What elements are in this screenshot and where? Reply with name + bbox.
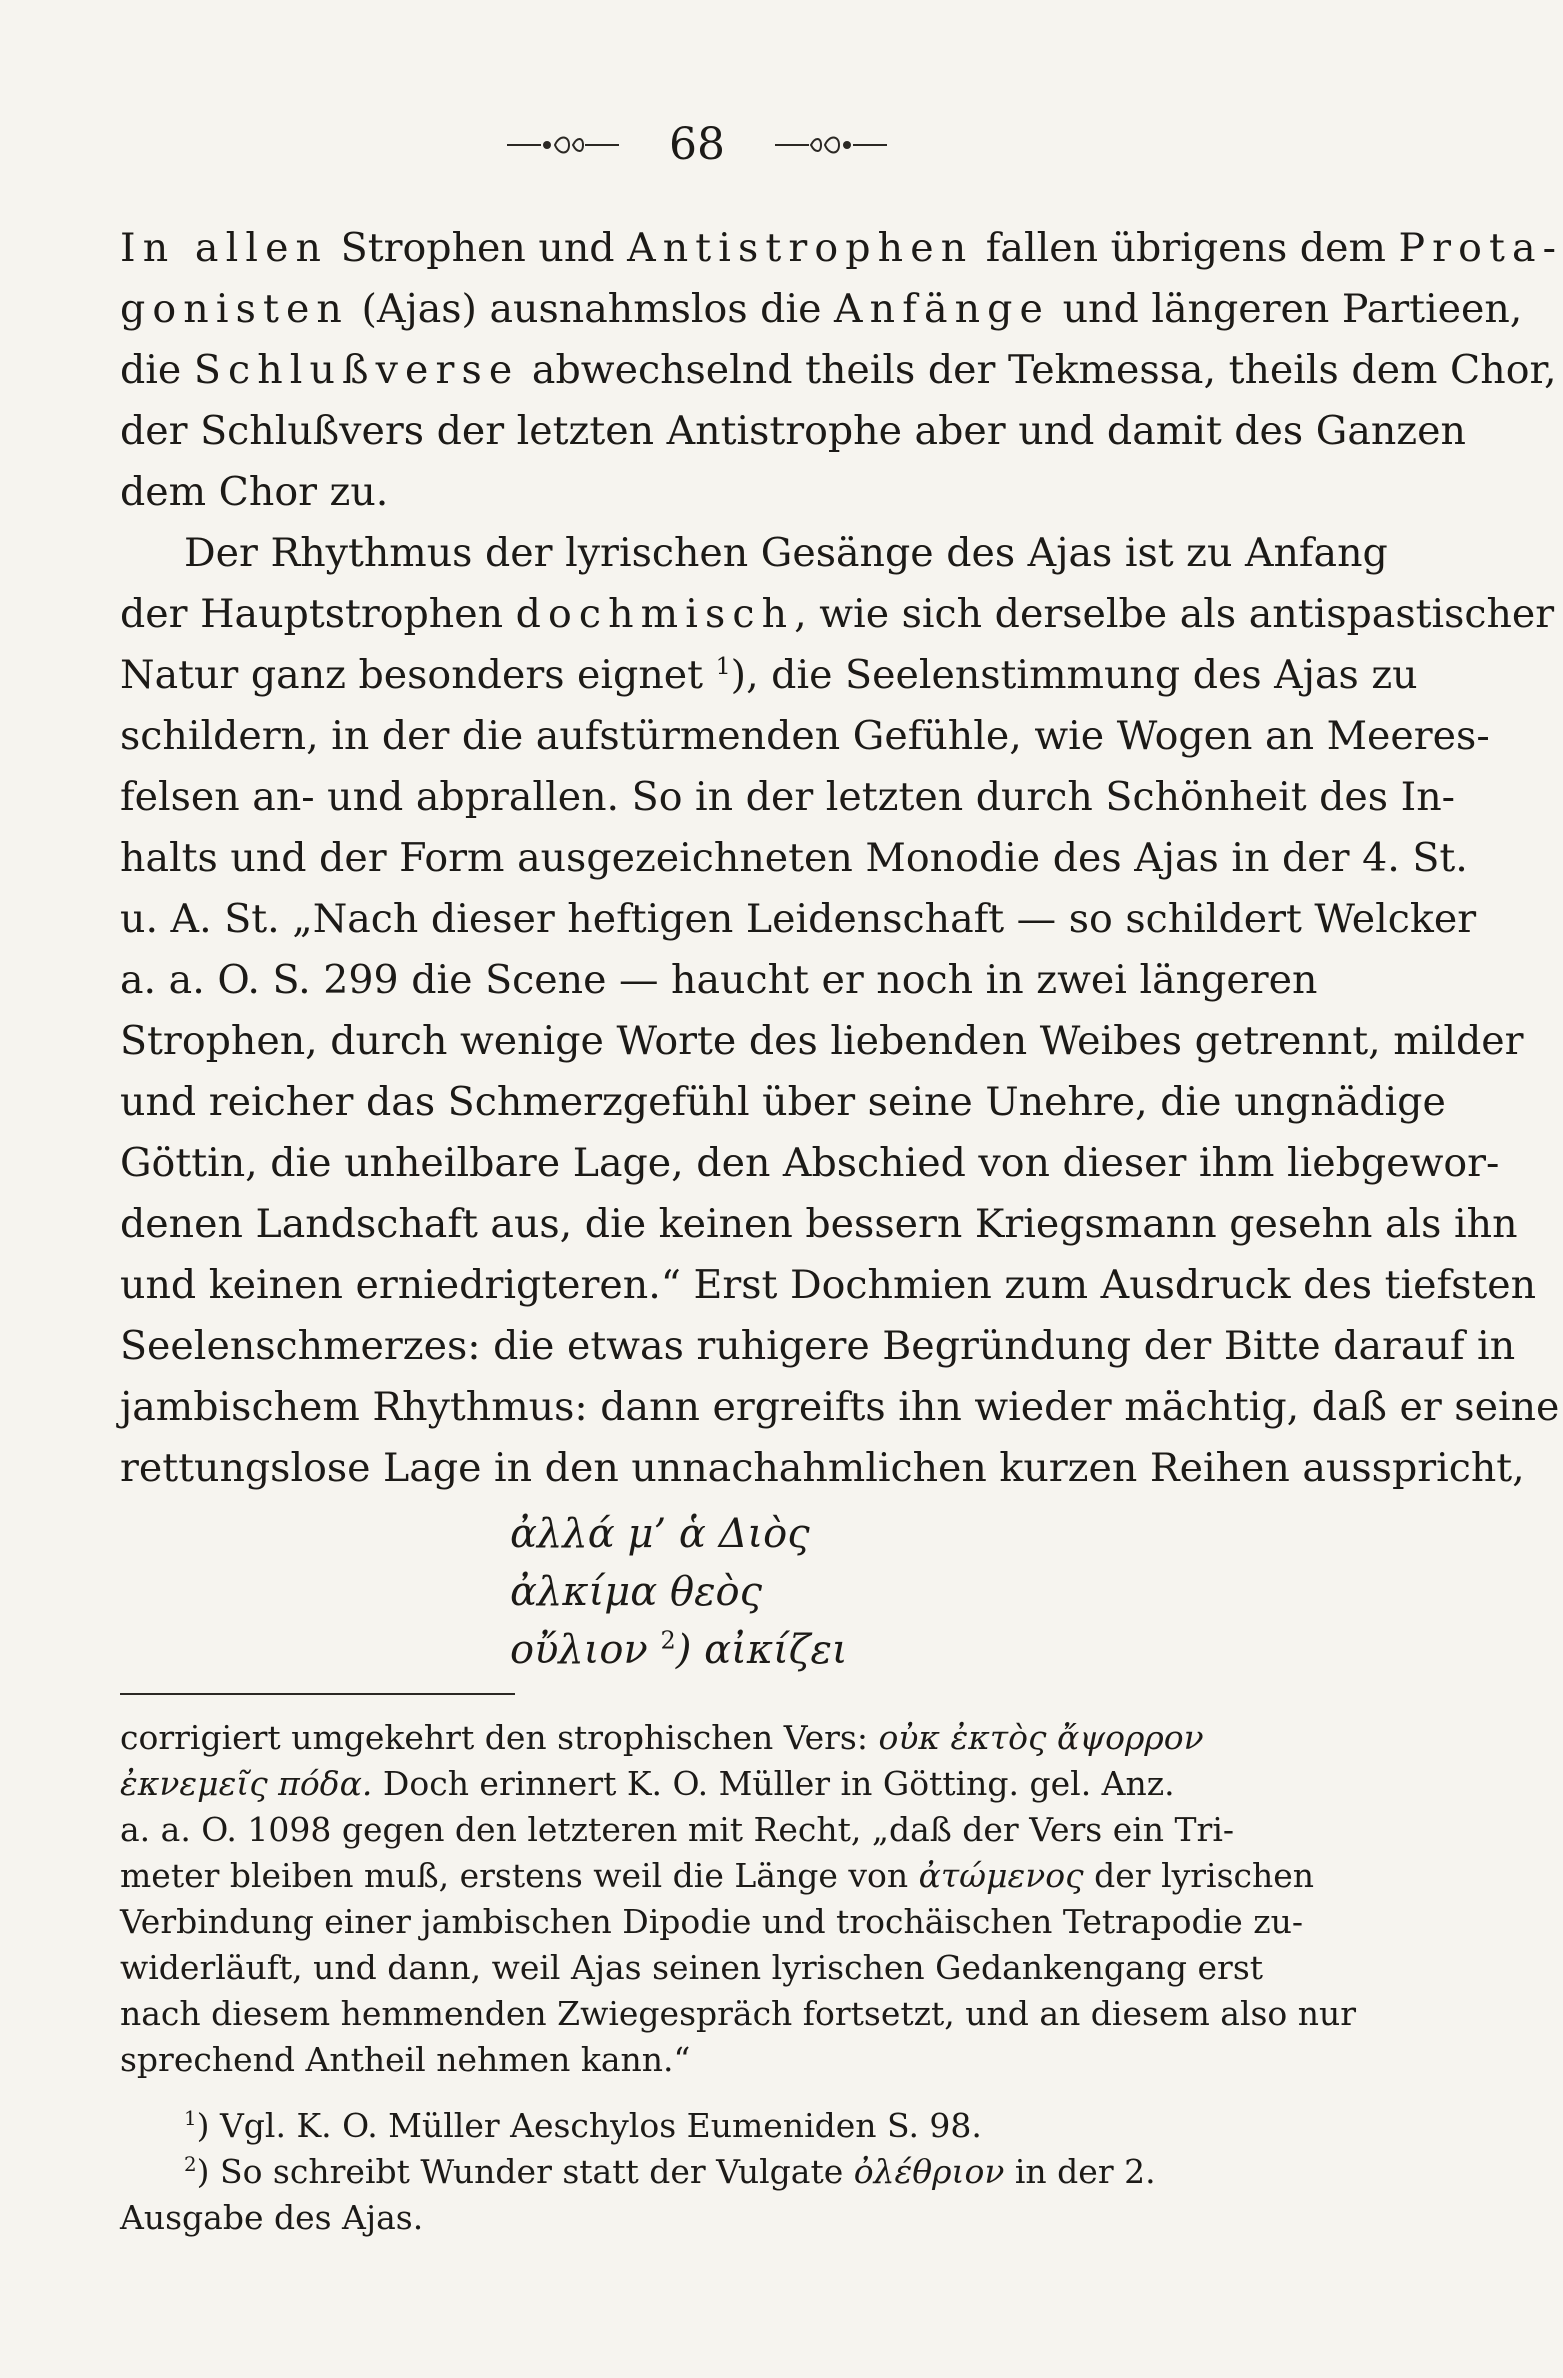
footnote-line xyxy=(120,1899,1320,1945)
footnote-line xyxy=(120,1715,1320,1761)
footnote-2 xyxy=(120,2149,1320,2195)
text-line xyxy=(120,1438,1525,1499)
greek-verse-line xyxy=(120,1621,1320,1679)
text-line-paragraph-start xyxy=(120,523,1388,584)
text-run: nach diesem hemmenden Zwiegespräch fortsetzt, und an diesem also nur xyxy=(120,1994,1357,2033)
text-run: Ausgabe des Ajas. xyxy=(120,2198,424,2237)
text-line xyxy=(120,706,1490,767)
greek-verse-line xyxy=(120,1563,1320,1621)
footnotes xyxy=(120,1715,1357,2241)
text-line xyxy=(120,889,1477,950)
text-run: abwechselnd theils der Tekmessa, theils dem Chor, xyxy=(519,347,1557,393)
text-run: jambischem Rhythmus: dann ergreifts ihn wieder mächtig, daß er seine xyxy=(120,1384,1560,1430)
text-line xyxy=(120,1194,1518,1255)
text-run: Seelenschmerzes: die etwas ruhigere Begründung der Bitte darauf in xyxy=(120,1323,1516,1369)
footnote-line xyxy=(120,1761,1320,1807)
text-run: Natur ganz besonders eignet xyxy=(120,652,716,698)
spaced-word: Antistrophen xyxy=(627,225,974,271)
footnote-marker: 2 xyxy=(660,1626,676,1655)
text-run: Strophen und xyxy=(328,225,628,271)
text-line xyxy=(120,218,1563,279)
text-run: corrigiert umgekehrt den strophischen Vers: xyxy=(120,1718,879,1757)
greek-text: ἀλκίμα θεὸς xyxy=(510,1569,763,1615)
footnote-1 xyxy=(120,2103,1320,2149)
greek-verse-block xyxy=(120,1505,1320,1679)
text-run: der Hauptstrophen xyxy=(120,591,516,637)
text-run: Göttin, die unheilbare Lage, den Abschied von dieser ihm liebgewor- xyxy=(120,1140,1500,1186)
text-run: in der 2. xyxy=(1004,2152,1156,2191)
text-run: (Ajas) ausnahmslos die xyxy=(348,286,835,332)
text-line xyxy=(120,828,1468,889)
text-run: der lyrischen xyxy=(1083,1856,1315,1895)
text-run: dem Chor zu. xyxy=(120,469,389,515)
text-run: sprechend Antheil nehmen kann.“ xyxy=(120,2040,691,2079)
greek-text: ὀλέθριον xyxy=(853,2152,1005,2191)
text-line xyxy=(120,401,1466,462)
text-line xyxy=(120,950,1320,1011)
text-line xyxy=(120,279,1523,340)
text-line xyxy=(120,462,1320,523)
text-run: denen Landschaft aus, die keinen bessern Kriegsmann gesehn als ihn xyxy=(120,1201,1518,1247)
page-header xyxy=(74,110,1320,180)
text-run: ) Vgl. K. O. Müller Aeschylos Eumeniden S. 98. xyxy=(196,2106,982,2145)
text-run: a. a. O. S. 299 die Scene — haucht er noch in zwei längeren xyxy=(120,957,1318,1003)
text-run: widerläuft, und dann, weil Ajas seinen lyrischen Gedankengang erst xyxy=(120,1948,1264,1987)
book-page xyxy=(120,110,1563,2241)
main-text xyxy=(120,218,1563,1679)
spaced-word: Anfänge xyxy=(834,286,1051,332)
text-line xyxy=(120,1011,1524,1072)
footnote-spacer xyxy=(120,2083,1320,2103)
greek-text: ἀλλά μ’ ἁ Διὸς xyxy=(510,1511,810,1557)
text-line xyxy=(120,645,1418,706)
text-line xyxy=(120,340,1557,401)
greek-verse-line xyxy=(120,1505,1320,1563)
greek-text: ἐκνεμεῖς πόδα. xyxy=(120,1764,373,1803)
greek-text: οὔλιον xyxy=(510,1627,661,1673)
text-run: und keinen erniedrigteren.“ Erst Dochmien zum Ausdruck des tiefsten xyxy=(120,1262,1537,1308)
text-run: halts und der Form ausgezeichneten Monodie des Ajas in der 4. St. xyxy=(120,835,1468,881)
text-run: und reicher das Schmerzgefühl über seine Unehre, die ungnädige xyxy=(120,1079,1446,1125)
footnote-line xyxy=(120,1945,1320,1991)
text-line xyxy=(120,767,1456,828)
greek-text: οὐκ ἐκτὸς ἄψορρον xyxy=(878,1718,1204,1757)
greek-text: ) αἰκίζει xyxy=(675,1627,848,1673)
text-run: schildern, in der die aufstürmenden Gefühle, wie Wogen an Meeres- xyxy=(120,713,1490,759)
text-run: Verbindung einer jambischen Dipodie und trochäischen Tetrapodie zu- xyxy=(120,1902,1304,1941)
text-run: , wie sich derselbe als antispastischer xyxy=(794,591,1555,637)
text-run: felsen an- und abprallen. So in der letzten durch Schönheit des In- xyxy=(120,774,1456,820)
text-run: fallen übrigens dem xyxy=(973,225,1399,271)
footnote-marker: 1 xyxy=(715,651,731,680)
text-run: ) So schreibt Wunder statt der Vulgate xyxy=(196,2152,854,2191)
text-line xyxy=(120,1255,1537,1316)
text-run: rettungslose Lage in den unnachahmlichen kurzen Reihen ausspricht, xyxy=(120,1445,1525,1491)
text-line xyxy=(120,584,1555,645)
spaced-word: Schlußverse xyxy=(193,347,520,393)
footnote-line xyxy=(120,2037,1320,2083)
footnote-rule xyxy=(120,1693,515,1695)
footnote-marker: 1 xyxy=(184,2107,197,2130)
footnote-line xyxy=(120,2195,1320,2241)
text-run: und längeren Partieen, xyxy=(1050,286,1523,332)
text-line xyxy=(120,1377,1560,1438)
text-run: Doch erinnert K. O. Müller in Götting. gel. Anz. xyxy=(372,1764,1175,1803)
text-line xyxy=(120,1133,1500,1194)
text-run: u. A. St. „Nach dieser heftigen Leidenschaft — so schildert Welcker xyxy=(120,896,1477,942)
footnote-line xyxy=(120,1853,1320,1899)
footnote-marker: 2 xyxy=(184,2153,197,2176)
text-run: die xyxy=(120,347,194,393)
text-line xyxy=(120,1072,1446,1133)
text-run: Strophen, durch wenige Worte des liebenden Weibes getrennt, milder xyxy=(120,1018,1524,1064)
text-run: ), die Seelenstimmung des Ajas zu xyxy=(730,652,1418,698)
text-line xyxy=(120,1316,1516,1377)
spaced-word: gonisten xyxy=(120,286,349,332)
footnote-line xyxy=(120,1807,1320,1853)
page-number: 68 xyxy=(669,119,725,170)
ornament-right-icon xyxy=(771,132,891,158)
text-run: meter bleiben muß, erstens weil die Länge von xyxy=(120,1856,919,1895)
text-run: der Schlußvers der letzten Antistrophe aber und damit des Ganzen xyxy=(120,408,1466,454)
text-run: Der Rhythmus der lyrischen Gesänge des Ajas ist zu Anfang xyxy=(184,530,1388,576)
spaced-word: Prota- xyxy=(1398,225,1563,271)
spaced-word: dochmisch xyxy=(515,591,795,637)
text-run: a. a. O. 1098 gegen den letzteren mit Recht, „daß der Vers ein Tri- xyxy=(120,1810,1235,1849)
footnote-line xyxy=(120,1991,1357,2037)
greek-text: ἀτώμενος xyxy=(918,1856,1084,1895)
spaced-word: In allen xyxy=(120,225,329,271)
ornament-left-icon xyxy=(503,132,623,158)
